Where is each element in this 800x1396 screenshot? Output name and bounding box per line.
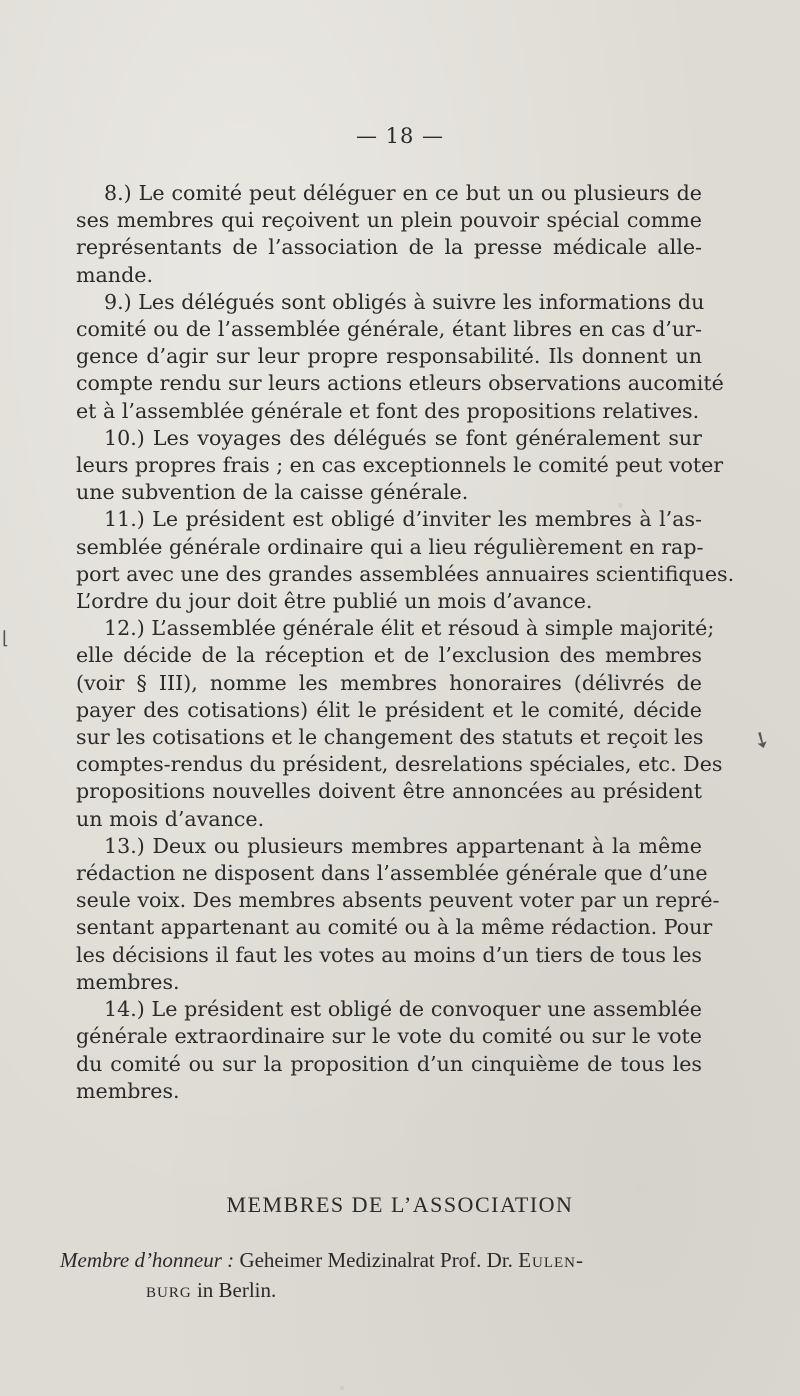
text-line: comptes-rendus du président, desrelations spéciales, etc. Des [76, 752, 723, 777]
text-line: mande. [76, 262, 153, 287]
member-location: in Berlin. [196, 1278, 277, 1302]
text-line: elle décide de la réception et de l’exclusion des membres [76, 643, 702, 668]
paragraph-14 [76, 996, 702, 1105]
paper-speck [340, 1386, 344, 1390]
text-line: comité ou de l’assemblée générale, étant libres en cas d’ur- [76, 317, 702, 342]
text-line: représentants de l’association de la presse médicale alle- [76, 235, 702, 260]
text-line: une subvention de la caisse générale. [76, 480, 469, 505]
text-line: les décisions il faut les votes au moins d’un tiers de tous les [76, 942, 702, 967]
text-line: rédaction ne disposent dans l’assemblée générale que d’une [76, 861, 708, 886]
text-line: (voir § III), nomme les membres honoraires (délivrés de [76, 670, 702, 695]
section-title: MEMBRES DE L’ASSOCIATION [226, 1192, 574, 1217]
text-line: 13.) Deux ou plusieurs membres appartenant à la même [104, 833, 702, 858]
margin-mark-right: ➘ [746, 725, 776, 756]
text-line: leurs propres frais ; en cas exceptionnels le comité peut voter [76, 453, 724, 478]
member-name-part2: burg [146, 1278, 192, 1302]
paragraph-11 [76, 506, 735, 615]
text-line: compte rendu sur leurs actions etleurs observations aucomité [76, 371, 724, 396]
text-line: 9.) Les délégués sont obligés à suivre les informations du [104, 289, 705, 314]
text-line: du comité ou sur la proposition d’un cinquième de tous les [76, 1051, 702, 1076]
text-line: sentant appartenant au comité ou à la même rédaction. Pour [76, 915, 713, 940]
paragraph-13 [76, 833, 720, 996]
text-line: seule voix. Des membres absents peuvent voter par un repré- [76, 888, 720, 913]
text-line: propositions nouvelles doivent être annoncées au président [76, 779, 702, 804]
text-line: payer des cotisations) élit le président et le comité, décide [76, 697, 702, 722]
text-line: 8.) Le comité peut déléguer en ce but un ou plusieurs de [104, 181, 702, 205]
text-line: et à l’assemblée générale et font des propositions relatives. [76, 398, 700, 423]
paragraph-12 [76, 615, 723, 833]
text-line: 12.) L’assemblée générale élit et résoud à simple majorité; [104, 616, 715, 641]
text-line: L’ordre du jour doit être publié un mois d’avance. [76, 589, 593, 614]
text-line: ses membres qui reçoivent un plein pouvoir spécial comme [76, 208, 702, 233]
text-line: semblée générale ordinaire qui a lieu régulièrement en rap- [76, 534, 704, 559]
honorary-member-entry [60, 1245, 710, 1305]
text-line: sur les cotisations et le changement des statuts et reçoit les [76, 725, 704, 750]
paragraph-8 [76, 180, 702, 289]
margin-mark-left: ⌊ [2, 628, 10, 649]
paragraph-9 [76, 289, 724, 425]
text-line: générale extraordinaire sur le vote du comité ou sur le vote [76, 1024, 702, 1049]
member-label: Membre d’honneur : [60, 1248, 235, 1272]
text-line: membres. [76, 1078, 180, 1103]
text-line: gence d’agir sur leur propre responsabilité. Ils donnent un [76, 344, 702, 369]
text-line: un mois d’avance. [76, 806, 265, 831]
member-name-part1: Eulen- [518, 1248, 584, 1272]
member-line2 [60, 1275, 710, 1305]
text-line: 11.) Le président est obligé d’inviter les membres à l’as- [104, 507, 702, 532]
text-line: port avec une des grandes assemblées annuaires scientifiques. [76, 561, 735, 586]
text-line: membres. [76, 969, 180, 994]
paper-speck [618, 503, 623, 508]
text-line: 14.) Le président est obligé de convoquer une assemblée [104, 997, 702, 1022]
statute-body [76, 180, 735, 1105]
text-line: 10.) Les voyages des délégués se font généralement sur [104, 425, 702, 450]
member-title: Geheimer Medizinalrat Prof. Dr. [239, 1248, 513, 1272]
paragraph-10 [76, 425, 724, 507]
page-number: — 18 — [355, 124, 445, 148]
